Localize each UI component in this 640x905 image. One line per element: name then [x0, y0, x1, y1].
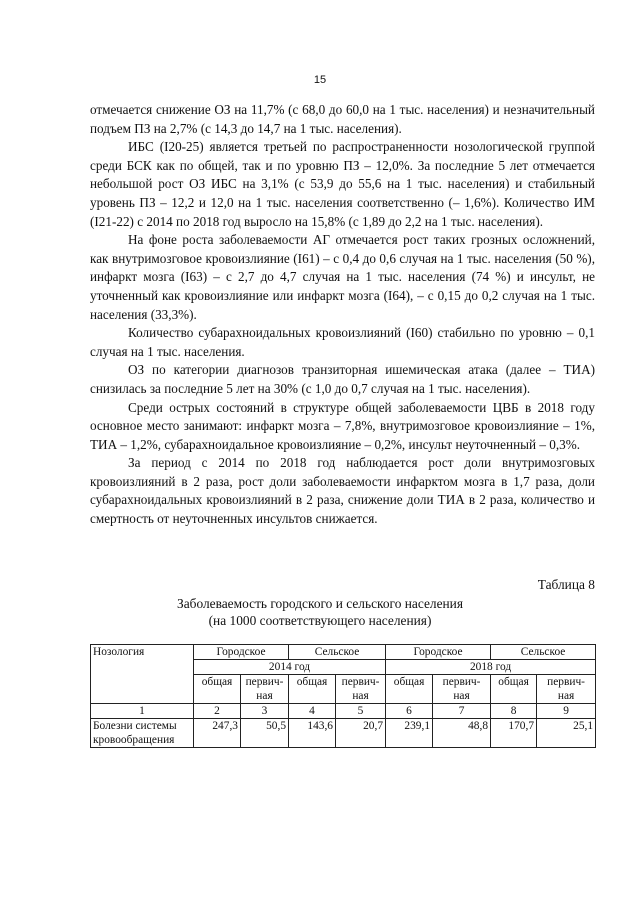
header-rural: Сельское: [289, 645, 386, 660]
column-number: 6: [386, 704, 433, 719]
header-primary: первич-ная: [433, 675, 491, 704]
header-rural: Сельское: [491, 645, 596, 660]
column-number: 1: [91, 704, 194, 719]
table-header-row: [91, 645, 596, 660]
table-row: [91, 719, 596, 748]
morbidity-table: [90, 644, 596, 748]
table-label: Таблица 8: [537, 577, 595, 592]
paragraph: ОЗ по категории диагнозов транзиторная ишемическая атака (далее – ТИА) снизилась за последние 5 лет на 30% (с 1,0 до 0,7 случая на 1 тыс. населения).: [90, 362, 595, 396]
row-nosology: Болезни системы кровообращения: [91, 719, 194, 748]
column-number: 5: [336, 704, 386, 719]
cell-value: 170,7: [491, 719, 537, 748]
paragraph: Среди острых состояний в структуре общей заболеваемости ЦВБ в 2018 году основное место занимают: инфаркт мозга – 7,8%, внутримозговое кровоизлияние – 1%, ТИА – 1,2%, субарахноидальное кровоизлияние – 0,2%, инсульт неуточненный – 0,3%.: [90, 399, 595, 452]
header-primary: первич-ная: [537, 675, 596, 704]
column-number: 3: [241, 704, 289, 719]
header-urban: Городское: [194, 645, 289, 660]
body-text: [90, 101, 595, 529]
table-title-subline: (на 1000 соответствующего населения): [208, 613, 432, 628]
cell-value: 143,6: [289, 719, 336, 748]
header-total: общая: [194, 675, 241, 704]
cell-value: 239,1: [386, 719, 433, 748]
table-title-line: Заболеваемость городского и сельского населения: [176, 596, 464, 611]
page-number: 15: [313, 74, 327, 86]
header-nosology: Нозология: [91, 645, 194, 704]
header-primary: первич-ная: [336, 675, 386, 704]
column-number: 9: [537, 704, 596, 719]
cell-value: 20,7: [336, 719, 386, 748]
cell-value: 50,5: [241, 719, 289, 748]
column-number: 7: [433, 704, 491, 719]
column-number-row: [91, 704, 596, 719]
header-year-2014: 2014 год: [194, 660, 386, 675]
header-total: общая: [386, 675, 433, 704]
header-total: общая: [491, 675, 537, 704]
column-number: 8: [491, 704, 537, 719]
paragraph: За период с 2014 по 2018 год наблюдается рост доли внутримозговых кровоизлияний в 2 раза, рост доли заболеваемости инфарктом мозга в 1,7 раза, доли субарахноидальных кровоизлияний в 2 раза, снижение доли ТИА в 2 раза, количество и смертность от неуточненных инсультов снижается.: [90, 455, 595, 527]
table-title: [0, 595, 640, 629]
header-year-2018: 2018 год: [386, 660, 596, 675]
paragraph: отмечается снижение ОЗ на 11,7% (с 68,0 до 60,0 на 1 тыс. населения) и незначительный подъем ПЗ на 2,7% (с 14,3 до 14,7 на 1 тыс. населения).: [90, 102, 595, 136]
paragraph: Количество субарахноидальных кровоизлияний (I60) стабильно по уровню – 0,1 случая на 1 тыс. населения.: [90, 325, 595, 359]
paragraph: На фоне роста заболеваемости АГ отмечается рост таких грозных осложнений, как внутримозговое кровоизлияние (I61) – с 0,4 до 0,6 случая на 1 тыс. населения (50 %), инфаркт мозга (I63) – с 2,7 до 4,7 случая на 1 тыс. населения (74 %) и инсульт, не уточненный как кровоизлияние или инфаркт мозга (I64), – с 0,15 до 0,2 случая на 1 тыс. населения (33,3%).: [90, 232, 595, 322]
column-number: 4: [289, 704, 336, 719]
header-primary: первич-ная: [241, 675, 289, 704]
cell-value: 247,3: [194, 719, 241, 748]
header-total: общая: [289, 675, 336, 704]
paragraph: ИБС (I20-25) является третьей по распространенности нозологической группой среди БСК как по общей, так и по уровню ПЗ – 12,0%. За последние 5 лет отмечается небольшой рост ОЗ ИБС на 3,1% (с 53,9 до 55,6 на 1 тыс. населения) и стабильный уровень ПЗ – 12,2 и 12,0 на 1 тыс. населения соответственно (– 1,6%). Количество ИМ (I21-22) с 2014 по 2018 год выросло на 15,8% (с 1,89 до 2,2 на 1 тыс. населения).: [90, 139, 595, 229]
cell-value: 25,1: [537, 719, 596, 748]
column-number: 2: [194, 704, 241, 719]
header-urban: Городское: [386, 645, 491, 660]
cell-value: 48,8: [433, 719, 491, 748]
